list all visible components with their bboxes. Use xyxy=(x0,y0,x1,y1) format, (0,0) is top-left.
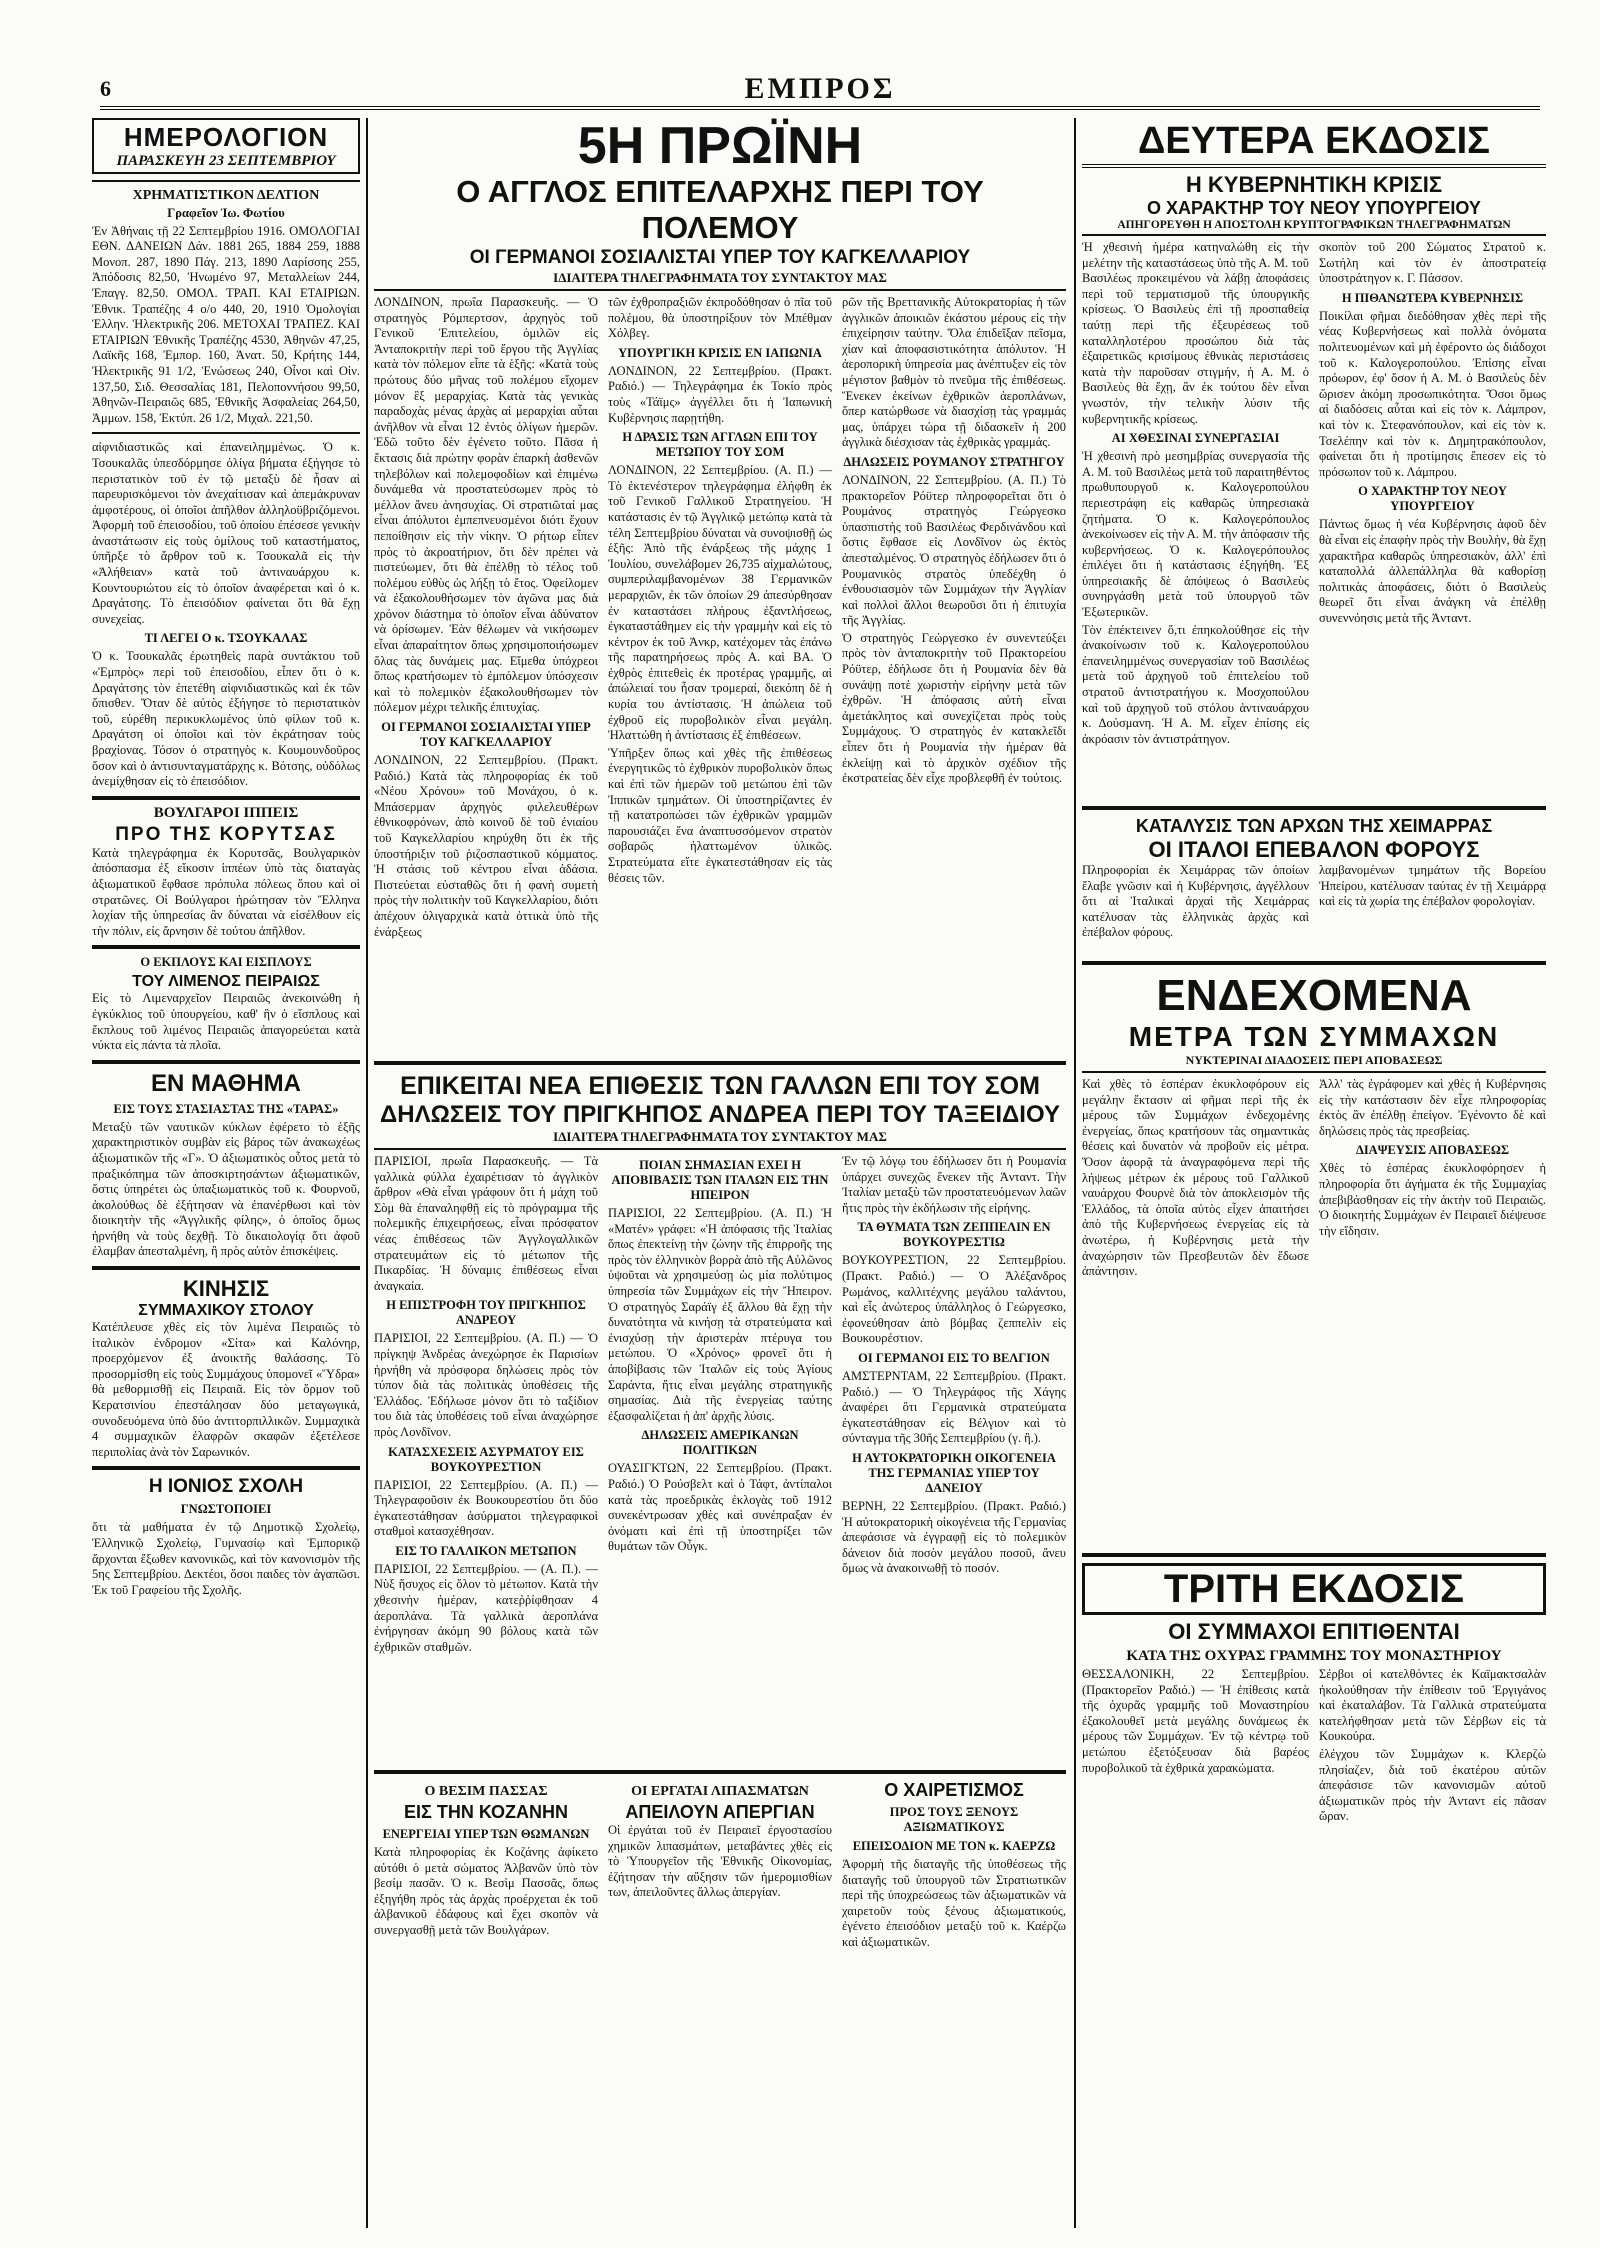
besim-story xyxy=(374,1780,598,2110)
bulgar-text: Κατὰ τηλεγράφημα ἐκ Κορυτσᾶς, Βουλγαρικὸν ἀπόσπασμα ἐξ εἴκοσιν ἱππέων ὑπὸ τὰς διαταγὰς ἀξιωματικοῦ ἔφθασε πρόπυλα πόλεως ὅπου καὶ οἱ στρατῶνες. Οἱ Βούλγαροι ἠρώτησαν τὸν Ἕλληνα λοχίαν τῆς ὑπηρεσίας ἂν δύναται νὰ εἰσέλθουν εἰς τὴν πόλιν, εἰς ἄρνησιν δὲ τούτου ἀπῆλθον. xyxy=(92,845,360,938)
divider xyxy=(92,1266,360,1270)
chimarra-col-2 xyxy=(1319,863,1546,955)
probable-head: Η ΠΙΘΑΝΩΤΕΡΑ ΚΥΒΕΡΝΗΣΙΣ xyxy=(1341,290,1524,305)
workers-text: Οἱ ἐργάται τοῦ ἐν Πειραιεῖ ἐργοστασίου χημικῶν λιπασμάτων, μεταβάντες χθὲς εἰς τὸ Ὑπουργεῖον τῆς Ἐθνικῆς Οἰκονομίας, ἐζήτησαν τὴν αὔξησιν τῶν ἡμερομισθίων των, ἀπειλοῦντες ἄλλως ἀπεργίαν. xyxy=(608,1823,832,1900)
belgium-head: ΟΙ ΓΕΡΜΑΝΟΙ ΕΙΣ ΤΟ ΒΕΛΓΙΟΝ xyxy=(858,1350,1050,1365)
main-subhead: ΟΙ ΓΕΡΜΑΝΟΙ ΣΟΣΙΑΛΙΣΤΑΙ ΥΠΕΡ ΤΟΥ ΚΑΓΚΕΛΛΑΡΙΟΥ xyxy=(469,247,971,268)
tsoukalas-head: ΤΙ ΛΕΓΕΙ Ο κ. ΤΣΟΥΚΑΛΑΣ xyxy=(144,631,308,646)
english-head: Η ΔΡΑΣΙΣ ΤΩΝ ΑΓΓΛΩΝ ΕΠΙ ΤΟΥ ΜΕΤΩΠΟΥ ΤΟΥ ΣΟΜ xyxy=(622,430,818,460)
chimarra-col-1 xyxy=(1082,863,1309,955)
fleet-text: Κατέπλευσε χθὲς εἰς τὸν λιμένα Πειραιῶς τὸ ἰταλικὸν ἐνδρομον «Σίτα» καὶ Καλόνηρ, προερχόμενον ἐξ ἀνοικτῆς θαλάσσης. Τὸ προσορμίσθη εἰς τοὺς Συμμάχους ὑπομονεῖ «Ὕδρα» θὰ μεθορμισθῇ εἰς Πειραιᾶ. Εἰς τὸν ὅρμον τοῦ Κερατσινίου ἐπεστάλησαν δύο μεταγωγικά, συνοδευόμενα ὑπὸ δύο ἀντιτορπιλλικῶν. Συμμαχικὰ 4 συμμαχικῶν ἐλαφρῶν σκαφῶν ἐξετέλεσε περιπολίας ἀνὰ τὸν Σαρωνικόν. xyxy=(92,1320,360,1459)
divider xyxy=(92,1466,360,1470)
fleet-sub: ΣΥΜΜΑΧΙΚΟΥ ΣΤΟΛΟΥ xyxy=(138,1302,314,1320)
zeppelin-text: ΒΟΥΚΟΥΡΕΣΤΙΟΝ, 22 Σεπτεμβρίου. (Πρακτ. Ραδιό.) — Ὁ Ἀλέξανδρος Ρωμάνος, καλλιτέχνης μεγάλου ταλάντου, καὶ εἷς ἀνώτερος ὑπάλληλος ὁ Γεώργεσκο, ἐφονεύθησαν ἀπὸ βόμβας ζεππελὶν εἰς Βουκουρέστιον. xyxy=(842,1253,1066,1346)
page-number: 6 xyxy=(100,76,111,101)
contingent-text-2: Ἀλλ' τὰς ἐγράφομεν καὶ χθὲς ἡ Κυβέρνησις εἰς τὴν κατάστασιν δὲν εἶχε πληροφορίας ἐκτὸς ἂν ἐπέλθῃ ἐπείγον. Ἐγένοντο δὲ καὶ δηλώσεις πρὸς τὰς πρεσβείας. xyxy=(1319,1077,1546,1138)
allies-text-3: ἐλέγχου τῶν Συμμάχων κ. Κλερζὼ πλησίαζεν, διὰ τοῦ ἑκατέρου αὐτῶν ἀπεφάσισε τῶν κανονισμῶν αὐτοῦ ἀξιωματικῶν πρὸς τὴν Ἀνταντ εἰς πᾶσαν ὥραν. xyxy=(1319,1746,1546,1824)
character-text: Πάντως ὅμως ἡ νέα Κυβέρνησις ἀφοῦ δὲν θὰ εἶναι εἰς ἐπαφὴν πρὸς τὴν Βουλὴν, θὰ ἔχῃ χαρακτῆρα καθαρῶς ὑπηρεσιακὸν, ἀλλ' ἐπὶ καταπολλά ἀλλεπάλληλα θὰ καθορίσῃ πολιτικὰς ἀποφάσεις, διότι ὁ Βασιλεὺς θεωρεῖ ὅτι εἶναι ἀνάγκη νὰ ἐπέλθῃ συνεννόησις μετὰ τῆς Ἀνταντ. xyxy=(1319,517,1546,625)
story2-col-1 xyxy=(374,1154,598,1764)
allies-col-2 xyxy=(1319,1667,1546,1857)
coop-text: Ἡ χθεσινὴ πρὸ μεσημβρίας συνεργασία τῆς Α. Μ. τοῦ Βασιλέως μετὰ τοῦ παραιτηθέντος πρωθυπουργοῦ κ. Καλογεροπούλου περιεστράφη εἰς καθαρῶς ὑπηρεσιακὰ ζητήματα. Ὁ κ. Καλογερόπουλος ἀνεκοίνωσεν εἰς τὴν Α. Μ. τὴν ἀπόφασιν τῆς κυβερνήσεως. Ὁ κ. Καλογερόπουλος ἐπιλέγει ὅτι ἡ κατάστασις ἐξηγήθη. Ἐξ ὑπηρεσιακῆς δὲ ἀπόψεως ὁ Βασιλεὺς συνηργάσθη μετὰ τοῦ ὑπουργοῦ τῶν Ἐξωτερικῶν. xyxy=(1082,449,1309,620)
character-head: Ο ΧΑΡΑΚΤΗΡ ΤΟΥ ΝΕΟΥ ΥΠΟΥΡΓΕΙΟΥ xyxy=(1358,484,1507,514)
japan-head: ΥΠΟΥΡΓΙΚΗ ΚΡΙΣΙΣ ΕΝ ΙΑΠΩΝΙΑ xyxy=(618,345,822,360)
bulgar-head: ΒΟΥΛΓΑΡΟΙ ΙΠΠΕΙΣ xyxy=(153,804,299,821)
american-text: ΟΥΑΣΙΓΚΤΩΝ, 22 Σεπτεμβρίου. (Πρακτ. Ραδιό.) Ὁ Ρούσβελτ καὶ ὁ Τάφτ, ἀντίπαλοι κατὰ τὰς προεδρικὰς ἐκλογὰς τοῦ 1912 συνεκέντρωσαν χθὲς καὶ συνέπραξαν ἐν ὀνόματι καὶ ἐπὶ τῇ ὑποστηρίξει τῶν θυμάτων τῶν Οὖγκ. xyxy=(608,1461,832,1554)
second-edition-section xyxy=(1082,118,1546,2228)
paris-text: ΠΑΡΙΣΙΟΙ, πρωΐα Παρασκευῆς. — Τὰ γαλλικὰ φύλλα ἐχαιρέτισαν τὸ ἀγγλικὸν ἄρθρον «Θὰ εἶναι γράφουν ὅτι ἡ μάχη τοῦ Σὸμ θὰ ἐπαναληφθῇ εἰς τὸ πρόγραμμα τῆς πολεμικῆς ἐπιχειρήσεως, εἶναι πρόσφατον νέας ἐπιθέσεως τῶν Ἀγγλογαλλικῶν στρατευμάτων εἰς τὸ μέτωπον τῆς Πικαρδίας. Ἡ δύναμις ἐπιθέσεως εἶναι ἀναγκαία. xyxy=(374,1154,598,1293)
contingent-head: ΕΝΔΕΧΟΜΕΝΑ xyxy=(1156,971,1472,1020)
romanian-text: ΛΟΝΔΙΝΟΝ, 22 Σεπτεμβρίου. (Α. Π.) Τὸ πρακτορεῖον Ρόϋτερ πληροφορεῖται ὅτι ὁ Ρουμάνος στρατηγὸς Γεώργεσκο ὑπασπιστὴς τοῦ Βασιλέως Φερδινάνδου καὶ ὅστις ἔφθασε εἰς Λονδῖνον ὡς ἐκτὸς ἀπεσταλμένος. Ὁ στρατηγὸς ἐδήλωσεν ὅτι ὁ Ρουμανικὸς στρατὸς ὑπεδέχθη ὁ ἐνθουσιασμὸν τῶν Συμμάχων τὴν Ἀγγλίαν καὶ πολλοὶ ἄλλοι θεωροῦσι ὅτι ἡ ἐπιτυχία τῆς Ἀγγλίας. xyxy=(842,472,1066,628)
tsoukalas-text: Ὁ κ. Τσουκαλᾶς ἐρωτηθεὶς παρὰ συντάκτου τοῦ «Ἐμπρὸς» περὶ τοῦ ἐπεισοδίου, εἶπεν ὅτι ὁ κ. Δραγάτσης τὸν ἐπετέθη αἰφνιδιαστικῶς καὶ ἐκ τῶν ὄπισθεν. Ὅταν δὲ αὐτὸς ἐξήγησε τὸ περιστατικὸν τοῦ, εὑρέθη περικυκλωμένος ὑπὸ φίλων τοῦ κ. Δραγάτση οἱ ὁποῖοι καὶ τὸν ἐκράτησαν τοὺς βραχίονας. Τόσον ὁ στρατηγὸς κ. Κουμουνδοῦρος ὅσον καὶ ὁ ἀντισυνταγματάρχης κ. Βότσης, οὐδόλως ἀνεμίχθησαν εἰς τὸ ἐπεισόδιον. xyxy=(92,649,360,789)
probable-text: Ποικίλαι φῆμαι διεδόθησαν χθὲς περὶ τῆς νέας Κυβερνήσεως καὶ πολλὰ ὀνόματα πολιτευομένων καὶ μὴ ἐφέροντο ὡς διάδοχοι τοῦ κ. Καλογεροπούλου. Ἐπίσης εἶναι πρόωρον, ἐφ' ὅσον ἡ Α. Μ. ὁ Βασιλεὺς δὲν ὥρισεν ἀκόμη προσωπικότητα. Ὅσοι ὅμως αἱ διαδόσεις αὗται καὶ εἰς τὸν κ. Λάμπρον, καὶ τὸν κ. Στεφανόπουλον, καὶ εἰς τὸν κ. Τσελέπην καὶ τὸν κ. Δημητρακόπουλον, φαίνεται ὅτι ἡ προτίμησις ἔπεσεν εἰς τὸ πρόσωπον τοῦ κ. Λάμπρου. xyxy=(1319,308,1546,479)
coop-head: ΑΙ ΧΘΕΣΙΝΑΙ ΣΥΝΕΡΓΑΣΙΑΙ xyxy=(1111,431,1280,446)
divider xyxy=(92,180,360,182)
english-text: ΛΟΝΔΙΝΟΝ, 22 Σεπτεμβρίου. (Α. Π.) — Τὸ ἐκτενέστερον τηλεγράφημα ἐλήφθη ἐκ τοῦ Γενικοῦ Γαλλικοῦ Στρατηγείου. Ἡ κατάστασις ἐν τῷ Ἀγγλικῷ μετώπῳ κατὰ τὰ τέλη Σεπτεμβρίου δύναται νὰ συνοψισθῇ ὡς ἑξῆς: Ἀπὸ τῆς ἐνάρξεως τῆς μάχης 1 Ἰουλίου, συνελάβομεν 26,735 αἰχμαλώτους, συμπεριλαμβανομένων 38 Γερμανικῶν μεραρχιῶν, ἐκ τῶν ὁποίων 29 ἀπεσύρθησαν ἐν καταστάσει πλήρους ἐξαντλήσεως, ἐγκαταστάθημεν εἰς τὴν γραμμὴν καὶ εἰς τὸ κέντρον ἐκ τοῦ Ἀνκρ, κατέχομεν τὰς ἐπάνω τῆς παρατηρήσεως πρὸς Α. καὶ ΒΑ. Ὁ ἐχθρὸς ἐπιτεθεὶς ἐκ προτέρας γραμμῆς, αἱ ἀπώλειαί του ἦσαν τρομεραί, διεκόπη δὲ ἡ κυρία του ἀντίστασις. Ἡ ἀπώλεια τοῦ ἐχθροῦ εἰς πυροβολικὸν εἶναι μεγάλη. Ἠλαττώθη ἡ ἀντίστασις ἐξ ἐπιθέσεων. xyxy=(608,463,832,743)
harbor-text: Εἰς τὸ Λιμεναρχεῖον Πειραιῶς ἀνεκοινώθη ἡ ἐγκύκλιος τοῦ ὑπουργείου, καθ' ἣν ὁ εἴσπλους καὶ ἔκπλους τοῦ λιμένος Πειραιῶς ἀπαγορεύεται κατὰ νύκτα εἰς πάντα τὰ πλοῖα. xyxy=(92,991,360,1053)
chimarra-sub: ΟΙ ΙΤΑΛΟΙ ΕΠΕΒΑΛΟΝ ΦΟΡΟΥΣ xyxy=(1148,837,1480,862)
austria-text: ΒΕΡΝΗ, 22 Σεπτεμβρίου. (Πρακτ. Ραδιό.) Ἡ αὐτοκρατορικὴ οἰκογένεια τῆς Γερμανίας ἀπεφάσισε νὰ ἐγγραφῇ εἰς τὸ πολεμικὸν δάνειον διὰ ποσὸν μεγάλου ποσοῦ, ἄνευ ὅμως νὰ ἀνακοινωθῇ τὸ ποσόν. xyxy=(842,1498,1066,1576)
japan-text: ΛΟΝΔΙΝΟΝ, 22 Σεπτεμβρίου. (Πρακτ. Ραδιό.) — Τηλεγράφημα ἐκ Τοκίο πρὸς τοὺς «Τάϊμς» ἀγγέλλει ὅτι ἡ Ἰαπωνικὴ Κυβέρνησις παρῃτήθη. xyxy=(608,363,832,425)
divider xyxy=(1082,961,1546,965)
allies-text: ΘΕΣΣΑΛΟΝΙΚΗ, 22 Σεπτεμβρίου. (Πρακτορεῖον Ραδιό.) — Ἡ ἐπίθεσις κατὰ τῆς ὀχυρᾶς γραμμῆς τοῦ Μοναστηρίου ἐξακολουθεῖ μετὰ μεγάλης δυνάμεως ἐκ μέρους τῶν Συμμάχων. Ἐν τῷ κέντρῳ τοῦ μετώπου ἐξετόξευσαν διὰ βαρέος πυροβολικοῦ τὰ ἐχθρικὰ χαρακώματα. xyxy=(1082,1667,1309,1775)
bottom-columns xyxy=(374,1780,1066,2110)
allies-col-1 xyxy=(1082,1667,1309,1857)
divider xyxy=(374,1770,1066,1774)
story-text: Ὁ στρατηγὸς Γεώργεσκο ἐν συνεντεύξει πρὸς τὸν ἀνταποκριτὴν τοῦ Πρακτορείου Ρόϋτερ, ἐδήλωσε ὅτι ἡ Ρουμανία δὲν θὰ συνάψῃ ποτὲ χωριστὴν εἰρήνην μετὰ τῶν ἐχθρῶν. Ἡ ἀπόφασις αὐτὴ εἶναι ἀμετάκλητος καὶ συνεχίζεται πρὸς τοὺς Συμμάχους. Ὁ στρατηγὸς ἐν κατακλεῖδι εἶπεν ὅτι ἡ Ρουμανία τὴν ἡμέραν θὰ ἐκλείψῃ καὶ τὸ ἀρχικὸν σχέδιον τῆς ἐκστρατείας δὲν εἶχε προβλεφθῆ ἐν τούτοις. xyxy=(842,630,1066,786)
american-head: ΔΗΛΩΣΕΙΣ ΑΜΕΡΙΚΑΝΩΝ ΠΟΛΙΤΙΚΩΝ xyxy=(641,1428,799,1458)
story-text: τῶν ἐχθροπραξιῶν ἐκπροδόθησαν ὁ πῖα τοῦ πολέμου, θὰ ὑποστηρίξουν τὸν Μπέθμαν Χόλβεγ. xyxy=(608,295,832,341)
italians-head: ΠΟΙΑΝ ΣΗΜΑΣΙΑΝ ΕΧΕΙ Η ΑΠΟΒΙΒΑΣΙΣ ΤΩΝ ΙΤΑΛΩΝ ΕΙΣ ΤΗΝ ΗΠΕΙΡΟΝ xyxy=(611,1158,829,1202)
divider xyxy=(92,1060,360,1064)
belgium-text: ΑΜΣΤΕΡΝΤΑΜ, 22 Σεπτεμβρίου. (Πρακτ. Ραδιό.) — Ὁ Τηλεγράφος τῆς Χάγης ἀναφέρει ὅτι Γερμανικὰ στρατεύματα ἐγκατεστάθησαν εἰς Βέλγιον καὶ τὸ σύνταγμα τῆς 30ῆς Σεπτεμβρίου (γ. ἢ.). xyxy=(842,1368,1066,1446)
story-columns xyxy=(374,295,1066,1055)
chimarra-head: ΚΑΤΑΛΥΣΙΣ ΤΩΝ ΑΡΧΩΝ ΤΗΣ ΧΕΙΜΑΡΡΑΣ xyxy=(1135,816,1493,836)
greeting-sub: ΠΡΟΣ ΤΟΥΣ ΞΕΝΟΥΣ ΑΞΙΩΜΑΤΙΚΟΥΣ xyxy=(889,1805,1019,1834)
crisis-text-2: Τὸν ἐπέκτεινεν ὅ,τι ἐπηκολούθησε εἰς τὴν ἀνακοίνωσιν τοῦ κ. Καλογεροπούλου ἐπανειλημμένως συνεργασίαν τοῦ Βασιλέως μετὰ τοῦ ἀρχηγοῦ τοῦ ἐπιτελείου τοῦ στρατοῦ ἀντιστρατήγου κ. Μοσχοπούλου καὶ τοῦ ἀρχηγοῦ τοῦ στόλου ἀντιναυάρχου κ. Δούσμανη. Ἡ Α. Μ. εἶχεν ἐπίσης εἰς ἀκρόασιν τὸν ἀντιστράτηγον. xyxy=(1082,622,1309,746)
allies-head: ΟΙ ΣΥΜΜΑΧΟΙ ΕΠΙΤΙΘΕΝΤΑΙ xyxy=(1168,1619,1460,1644)
workers-story xyxy=(608,1780,832,2110)
greeting-sub2: ΕΠΕΙΣΟΔΙΟΝ ΜΕ ΤΟΝ κ. ΚΑΕΡΖΩ xyxy=(852,1839,1056,1853)
crisis-sub: Ο ΧΑΡΑΚΤΗΡ ΤΟΥ ΝΕΟΥ ΥΠΟΥΡΓΕΙΟΥ xyxy=(1147,198,1481,218)
headline-3: ΔΗΛΩΣΕΙΣ ΤΟΥ ΠΡΙΓΚΗΠΟΣ ΑΝΔΡΕΑ ΠΕΡΙ ΤΟΥ ΤΑΞΕΙΔΙΟΥ xyxy=(380,1101,1060,1128)
andreas-text: ΠΑΡΙΣΙΟΙ, 22 Σεπτεμβρίου. (Α. Π.) — Ὁ πρίγκηψ Ἀνδρέας ἀνεχώρησε ἐκ Παρισίων ἡρνήθη νὰ πρόσφορα δηλώσεις πρὸς τὸν τύπον διὰ τὰς πολιτικὰς ὑποθέσεις τῆς Ἑλλάδος. Ἐδήλωσε μόνον ὅτι τὸ ταξίδιον του διὰ τὰς ὑποθέσεις τοῦ εἶναι ἀναχώρησε πρὸς Λονδῖνον. xyxy=(374,1331,598,1439)
story-col-3 xyxy=(842,295,1066,1055)
workers-sub: ΑΠΕΙΛΟΥΝ ΑΠΕΡΓΙΑΝ xyxy=(625,1802,815,1822)
zeppelin-head: ΤΑ ΘΥΜΑΤΑ ΤΩΝ ΖΕΠΠΕΛΙΝ ΕΝ ΒΟΥΚΟΥΡΕΣΤΙΩ xyxy=(857,1220,1051,1250)
gallic-text: ΠΑΡΙΣΙΟΙ, 22 Σεπτεμβρίου. — (Α. Π.). — Νὺξ ἥσυχος εἰς ὅλον τὸ μέτωπον. Κατὰ τὴν χθεσινὴν ἡμέραν, κατεῤῥίφθησαν 4 ἀεροπλάνα. Τὰ γαλλικὰ ἀεροπλάνα ἐνήργησαν ἀκόμη 90 βόλους κατὰ τῶν ἐχθρικῶν σταθμῶν. xyxy=(374,1561,598,1654)
harbor-head: Ο ΕΚΠΛΟΥΣ ΚΑΙ ΕΙΣΠΛΟΥΣ xyxy=(140,955,312,970)
main-headline: Ο ΑΓΓΛΟΣ ΕΠΙΤΕΛΑΡΧΗΣ ΠΕΡΙ ΤΟΥ ΠΟΛΕΜΟΥ xyxy=(456,174,984,245)
story-text: ΛΟΝΔΙΝΟΝ, πρωΐα Παρασκευῆς. — Ὁ στρατηγὸς Ρόμπερτσον, ἀρχηγὸς τοῦ Γενικοῦ Ἐπιτελείου, ὁμιλῶν εἰς Ἀνταποκριτὴν περὶ τοῦ ἔργου τῆς Ἀγγλίας κατὰ τὸν πόλεμον εἶπε τὰ ἑξῆς: «Κατὰ τοὺς πρώτους δύο μῆνας τοῦ πολέμου εἴχομεν μόνον ἓξ μεραρχίας. Κατὰ τὰς γενικὰς παραδοχὰς μένας ἀρχὰς αἱ μεραρχίαι αὗται ἀνῆλθον νὰ εἶναι 12 ἐντὸς ὀλίγων ἡμερῶν. Ἐδῶ τοῦτο δὲν ἐγένετο τοῦτο. Πᾶσα ἡ ἔκτασις διὰ πρώτην φορὰν ἐπαρκὴ ἀσθενῶν τηλεβόλων καὶ πολεμοφοδίων καὶ ἐπιμένω δυνάμεθα νὰ προστατεύσωμεν πρὸς τὸ μέλλον ἄνευ ἀνησυχίας. Οἱ στρατιῶταί μας εἶναι ἀπόλυτοι ἐμπεπνευσμένοι διότι ἔχουν πεποίθησιν εἰς τὴν νίκην. Ὁ ρήτωρ εἶπεν πρὸς τὸ ἀκροατήριον, ὅτι δὲν πρέπει νὰ πιστεύωμεν, ὅτι θὰ ἐπέλθῃ τὸ τέλος τοῦ πολέμου εὐθὺς ὡς λήξῃ τὸ ἔτος. Ὀφείλομεν νὰ ἐξακολουθήσωμεν τὸν ἀγῶνα μας διὰ χρόνον διάστημα τὸ ὁποῖον εἶναι ἀδύνατον νὰ ὁρίσωμεν. Ἐὰν θέλωμεν νὰ νικήσωμεν εἶναι ἀπαραίτητον ὅπως χρησιμοποιήσωμεν ὅλας τὰς δυνάμεις μας. Εἴμεθα ὑπόχρεοι ὅπως κρατήσωμεν τὸ ἐμπόλεμον ὑπόσχεσιν καὶ τὸ πολεμικὸν ἐξακολουθήσωμεν τὸν πόλεμον μέχρι τελικῆς ἐπιτυχίας. xyxy=(374,295,598,715)
fleet-head: ΚΙΝΗΣΙΣ xyxy=(182,1276,270,1302)
divider xyxy=(374,1061,1066,1065)
allies-text-2: Σέρβοι οἱ κατελθόντες ἐκ Καϊμακτσαλὰν ἠκολούθησαν τὴν ἐπίθεσιν τοῦ Ἐργιγάνος καὶ ἐκαταλάβον. Τὰ Γαλλικὰ στρατεύματα κατελήφθησαν μετὰ τῶν Σέρβων εἰς τὰ Κουκούρα. xyxy=(1319,1667,1546,1744)
wireless-head: ΚΑΤΑΣΧΕΣΕΙΣ ΑΣΥΡΜΑΤΟΥ ΕΙΣ ΒΟΥΚΟΥΡΕΣΤΙΟΝ xyxy=(388,1444,584,1474)
edition-label: 5Η ΠΡΩΪΝΗ xyxy=(577,118,863,175)
exchange-sub: Γραφεῖον Ἰω. Φωτίου xyxy=(167,206,285,220)
kicker-2: ΙΔΙΑΙΤΕΡΑ ΤΗΛΕΓΡΑΦΗΜΑΤΑ ΤΟΥ ΣΥΝΤΑΚΤΟΥ ΜΑΣ xyxy=(374,1129,1066,1150)
headline-2: ΕΠΙΚΕΙΤΑΙ ΝΕΑ ΕΠΙΘΕΣΙΣ ΤΩΝ ΓΑΛΛΩΝ ΕΠΙ ΤΟΥ ΣΟΜ xyxy=(400,1072,1040,1100)
divider xyxy=(92,432,360,434)
besim-sub: ΕΙΣ ΤΗΝ ΚΟΖΑΝΗΝ xyxy=(404,1802,568,1822)
third-edition-label: ΤΡΙΤΗ ΕΚΔΟΣΙΣ xyxy=(1082,1563,1546,1615)
story2-col-2 xyxy=(608,1154,832,1764)
divider xyxy=(1082,806,1546,810)
masthead xyxy=(100,70,1540,110)
workers-head: ΟΙ ΕΡΓΑΤΑΙ ΛΙΠΑΣΜΑΤΩΝ xyxy=(631,1784,809,1799)
bulgar-sub: ΠΡΟ ΤΗΣ ΚΟΡΥΤΣΑΣ xyxy=(115,823,337,845)
paper-name: ΕΜΠΡΟΣ xyxy=(744,72,896,105)
wireless-text: ΠΑΡΙΣΙΟΙ, 22 Σεπτεμβρίου. (Α. Π.) — Τηλεγραφοῦσιν ἐκ Βουκουρεστίου ὅτι δύο ἐγκατεστάθησαν ἀσύρματοι τηλεγραφικοὶ σταθμοὶ κατασχέθησαν. xyxy=(374,1477,598,1539)
crisis-text-3: σκοπὸν τοῦ 200 Σώματος Στρατοῦ κ. Σωτήλη καὶ τὸν ἐν ἀποστρατείᾳ ὑποστράτηγον κ. Γ. Πάσσον. xyxy=(1319,240,1546,286)
allies-columns xyxy=(1082,1667,1546,1857)
story-col-1 xyxy=(374,295,598,1055)
divider xyxy=(92,945,360,949)
denial-head: ΔΙΑΨΕΥΣΙΣ ΑΠΟΒΑΣΕΩΣ xyxy=(1355,1143,1509,1158)
chimarra-columns xyxy=(1082,863,1546,955)
center-section xyxy=(374,118,1066,2228)
ionios-text: ὅτι τὰ μαθήματα ἐν τῷ Δημοτικῷ Σχολείῳ, Ἑλληνικῷ Σχολείῳ, Γυμνασίῳ καὶ Ἐμπορικῷ ἄρχονται ἔξωθεν κανονικῶς, καὶ τὸν κανονισμὸν τῆς 5ης Σεπτεμβρίου. Δεκτέοι, ὅσοι παιδες τὸν ἀγαπῶσι. Ἐκ τοῦ Γραφείου τῆς Σχολῆς. xyxy=(92,1520,360,1597)
calendar-title: ΗΜΕΡΟΛΟΓΙΟΝ xyxy=(123,122,329,152)
column-rule xyxy=(1074,118,1076,2228)
crisis-head: Η ΚΥΒΕΡΝΗΤΙΚΗ ΚΡΙΣΙΣ xyxy=(1185,172,1443,197)
story-text: Ὑπῆρξεν ὅπως καὶ χθὲς τῆς ἐπιθέσεως ἐνεργητικῶς τὸ ἐχθρικὸν πυροβολικὸν ὅπως καὶ ἐπὶ τῶν ἡμερῶν τοῦ μετώπου ἐπὶ τῶν Ἰππικῶν τμημάτων. Οἱ ὑποστηρίζαντες ἐν τῇ κατατροπώσει τῶν ἐχθρικῶν γραμμῶν παρουσιάζει ἕνα ἀναπτυσσόμενον στρατὸν σοβαρῶς ἠλαττωμένον ὑλικῶς. Στρατεύματα εἴτε ἐγκατεστάθησαν εἰς τὰς θέσεις τῶν. xyxy=(608,745,832,885)
besim-sub2: ΕΝΕΡΓΕΙΑΙ ΥΠΕΡ ΤΩΝ ΘΩΜΑΝΩΝ xyxy=(382,1827,590,1841)
crisis-columns xyxy=(1082,240,1546,800)
exchange-title: ΧΡΗΜΑΤΙΣΤΙΚΟΝ ΔΕΛΤΙΟΝ xyxy=(132,188,320,203)
column-rule xyxy=(366,118,368,2228)
story2-col-3 xyxy=(842,1154,1066,1764)
greeting-head: Ο ΧΑΙΡΕΤΙΣΜΟΣ xyxy=(884,1780,1024,1800)
besim-head: Ο ΒΕΣΙΜ ΠΑΣΣΑΣ xyxy=(424,1784,548,1799)
austria-head: Η ΑΥΤΟΚΡΑΤΟΡΙΚΗ ΟΙΚΟΓΕΝΕΙΑ ΤΗΣ ΓΕΡΜΑΝΙΑΣ ΥΠΕΡ ΤΟΥ ΔΑΝΕΙΟΥ xyxy=(852,1450,1056,1495)
greeting-text: Ἀφορμὴ τῆς διαταγῆς τῆς ὑποθέσεως τῆς διαταγῆς τοῦ ὑπουργοῦ τῶν Στρατιωτικῶν περὶ τῆς ὑποχρεώσεως τῶν ἀξιωματικῶν νὰ χαιρετοῦν τοὺς ξένους ἀξιωματικούς, ἐγένετο ἐπεισόδιον μεταξὺ τοῦ κ. Καέρζω καὶ ἀξιωματικῶν. xyxy=(842,1857,1066,1949)
ionios-sub: ΓΝΩΣΤΟΠΟΙΕΙ xyxy=(180,1502,272,1517)
denial-text: Χθὲς τὸ ἑσπέρας ἐκυκλοφόρησεν ἡ πληροφορία ὅτι ἀγήματα ἐκ τῆς Συμμαχίας ἀπεβιβάσθησαν εἰς τὴν ἀκτὴν τοῦ Πειραιῶς. Ὁ διοικητὴς Συμμάχων ἐν Πειραιεῖ διέψευσε τὴν εἴδησιν. xyxy=(1319,1161,1546,1238)
calendar-date: ΠΑΡΑΣΚΕΥΗ 23 ΣΕΠΤΕΜΒΡΙΟΥ xyxy=(116,153,336,169)
mathema-head: ΕΝ ΜΑΘΗΜΑ xyxy=(150,1069,301,1097)
contingent-text: Καὶ χθὲς τὸ ἑσπέραν ἐκυκλοφόρουν εἰς μεγάλην ἔκτασιν αἱ φῆμαι περὶ τῆς ἐκ μέρους τῶν Συμμάχων ἐνδεχομένης ἐνεργείας, ὅπως κρατήσουν τὰς σημαντικὰς θέσεις καὶ δυνατὸν νὰ προβοῦν εἰς μέτρα. Ὅσον ἀφορᾷ τὰ ἀναγραφόμενα περὶ τῆς λήψεως μέτρων ἐκ μέρους τοῦ Γαλλικοῦ ναυάρχου Φουρνὲ διὰ τὸν ἀποκλεισμὸν τῆς Ἑλλάδος, τὰ ὁποῖα αὐτὸς εἶχεν ἀπαιτήσει ἀπὸ τῆς Κυβερνήσεως ἐνεργείας εἰς τὰ ἀνωτέρω, ἡ Κυβέρνησις μετὰ τὴν ἀναχώρησιν τῶν Πρεσβευτῶν δὲν ἔδωσε ἀπάντησιν. xyxy=(1082,1077,1309,1279)
calendar-box xyxy=(92,118,360,174)
mathema-sub: ΕΙΣ ΤΟΥΣ ΣΤΑΣΙΑΣΤΑΣ ΤΗΣ «ΤΑΡΑΣ» xyxy=(113,1101,339,1116)
harbor-sub: ΤΟΥ ΛΙΜΕΝΟΣ ΠΕΙΡΑΙΩΣ xyxy=(132,973,320,991)
greeting-story xyxy=(842,1780,1066,2110)
kicker: ΙΔΙΑΙΤΕΡΑ ΤΗΛΕΓΡΑΦΗΜΑΤΑ ΤΟΥ ΣΥΝΤΑΚΤΟΥ ΜΑΣ xyxy=(374,270,1066,291)
romanian-head: ΔΗΛΩΣΕΙΣ ΡΟΥΜΑΝΟΥ ΣΤΡΑΤΗΓΟΥ xyxy=(843,454,1065,469)
besim-text: Κατὰ πληροφορίας ἐκ Κοζάνης ἀφίκετο αὐτόθι ὁ μετὰ σώματος Ἀλβανῶν ὑπὸ τὸν βεσίμ πασᾶν. Ὁ κ. Βεσὶμ Πασσᾶς, ὅπως ἐξηγήθη πρὸς τὰς ἀρχὰς προέρχεται ἐκ τοῦ ἀλβανικοῦ ἐδάφους καὶ ἔχει σκοπὸν νὰ συνεργασθῇ μετὰ τῶν Βουλγάρων. xyxy=(374,1845,598,1937)
chimarra-text-2: λαμβανομένων τμημάτων τῆς Βορείου Ἠπείρου, κατέλυσαν ταύτας ἐν τῇ Χειμάρρᾳ καὶ εἰς τὰ χωρία της ἐπέβαλον φορολογίαν. xyxy=(1319,863,1546,909)
contingent-columns xyxy=(1082,1077,1546,1547)
contingent-col-1 xyxy=(1082,1077,1309,1547)
crisis-text: Ἡ χθεσινὴ ἡμέρα κατηναλώθη εἰς τὴν μελέτην τῆς καταστάσεως ὑπὸ τῆς Α. Μ. τοῦ Βασιλέως προκειμένου νὰ λάβῃ ἀποφάσεις περὶ τοῦ τερματισμοῦ τῆς ὑπουργικῆς κρίσεως. Ὁ Βασιλεὺς ἐπὶ τῇ προσπαθείᾳ ταύτῃ περὶ τῆς ἐξευρέσεως τοῦ καταλληλοτέρου προσώπου διὰ τὰς ἐξαιρετικῶς κρισίμους ἐθνικὰς περιστάσεις κατὰ τὴν παροῦσαν στιγμήν, ἡ Α. Μ. ὁ Βασιλεὺς θὰ ἔχῃ, ἂν ἐκ τούτου δὲν εἶναι γνωστόν, τὴν τελικὴν λύσιν τῆς κυβερνητικῆς κρίσεως. xyxy=(1082,240,1309,426)
calendar-column xyxy=(92,118,360,2228)
allies-sub: ΚΑΤΑ ΤΗΣ ΟΧΥΡΑΣ ΓΡΑΜΜΗΣ ΤΟΥ ΜΟΝΑΣΤΗΡΙΟΥ xyxy=(1126,1648,1502,1664)
socialists-head: ΟΙ ΓΕΡΜΑΝΟΙ ΣΟΣΙΑΛΙΣΤΑΙ ΥΠΕΡ ΤΟΥ ΚΑΓΚΕΛΛΑΡΙΟΥ xyxy=(381,720,591,750)
socialists-text: ΛΟΝΔΙΝΟΝ, 22 Σεπτεμβρίου. (Πρακτ. Ραδιό.) Κατὰ τὰς πληροφορίας ἐκ τοῦ «Νέου Χρόνου» τοῦ Μονάχου, ὁ κ. Μπάσερμαν ἀρχηγὸς φιλελευθέρων ἐθνικοφρόνων, ἀπὸ κοινοῦ δὲ τοῦ ἐνιαίου τοῦ Καγκελλαρίου κηρύχθη ὅτι ἐκ τῆς ὑποστήριξιν τοῦ ῥιζοσπαστικοῦ κόμματος. Ἡ στάσις τοῦ κέντρου εἶναι ἀδάσια. Πιστεύεται εὐσταθῶς ὅτι ἡ φανὴ συμετὴ πρὸς τὴν πολιτικὴν τοῦ Καγκελλαρίου, διότι ἀπέχουν ὀλιγαρχικὰ κατὰ ὀττικὰ ὑπὸ τῆς ἐνάρξεως xyxy=(374,753,598,939)
story-col-2 xyxy=(608,295,832,1055)
andreas-head: Η ΕΠΙΣΤΡΟΦΗ ΤΟΥ ΠΡΙΓΚΗΠΟΣ ΑΝΔΡΕΟΥ xyxy=(386,1298,586,1328)
crisis-col-1 xyxy=(1082,240,1309,800)
second-edition-label: ΔΕΥΤΕΡΑ ΕΚΔΟΣΙΣ xyxy=(1082,118,1546,168)
story-columns-2 xyxy=(374,1154,1066,1764)
crisis-kicker: ΑΠΗΓΟΡΕΥΘΗ Η ΑΠΟΣΤΟΛΗ ΚΡΥΠΤΟΓΡΑΦΙΚΩΝ ΤΗΛΕΓΡΑΦΗΜΑΤΩΝ xyxy=(1082,219,1546,236)
chimarra-text: Πληροφορίαι ἐκ Χειμάρρας τῶν ὁποίων ἔλαβε γνῶσιν καὶ ἡ Κυβέρνησις, ἀγγέλλουν ὅτι αἱ Ἰταλικαὶ ἀρχαὶ τῆς Χειμάρρας κατέλυσαν τὰς ἑλληνικὰς ἀρχὰς καὶ ἐπέβαλον φόρους. xyxy=(1082,863,1309,940)
exchange-text: Ἐν Ἀθήναις τῇ 22 Σεπτεμβρίου 1916. ΟΜΟΛΟΓΙΑΙ ΕΘΝ. ΔΑΝΕΙΩΝ Δάν. 1881 265, 1884 259, 1888 Μονοπ. 287, 1890 Πάγ. 213, 1890 Λαρίσσης 255, Ἀπόδοσις 82,50, Ἠνωμένο 97, Μεταλλείων 244, Ἐπαγγ. 82,50. ΟΜΟΛ. ΤΡΑΠ. ΚΑΙ ΕΤΑΙΡΙΩΝ. Ἐθνικ. Τραπέζης 4 ο/ο 440, 20, 1910 Ὁμολογίαι Ἑλλην. Ἠλεκτρικῆς 206. ΜΕΤΟΧΑΙ ΤΡΑΠΕΖ. ΚΑΙ ΕΤΑΙΡΙΩΝ Ἐθνικῆς Τραπέζης 4530, Ἀθηνῶν 47,25, Λαϊκῆς 168, Ἐμπορ. 160, Ἀνατ. 50, Κρήτης 144, Ἠλεκτρικῆς 91 1/2, Ἑνώσεως 240, Οἶνοι καὶ Οἰν. 137,50, Σιδ. Θεσσαλίας 181, Πελοποννήσου 99,50, Ἀθηνῶν-Πειραιῶς 685, Ἐθνικῆς Ἀσφαλείας 264,50, Ἀμμων. 158, Ἐκτύπ. 26 1/2, Μιχαλ. 221,50. xyxy=(92,223,360,425)
crisis-col-2 xyxy=(1319,240,1546,800)
contingent-kicker: ΝΥΚΤΕΡΙΝΑΙ ΔΙΑΔΟΣΕΙΣ ΠΕΡΙ ΑΠΟΒΑΣΕΩΣ xyxy=(1082,1053,1546,1073)
zeppelin-intro: Ἐν τῷ λόγῳ του ἐδήλωσεν ὅτι ἡ Ρουμανία ὑπάρχει συνεχῶς ἕνεκεν τῆς Ἀνταντ. Τὴν Ἰταλίαν μεταξὺ τῶν προστατευόμενων λαῶν ἥτις πρὸς τὴν ἐκδήλωσιν τῆς εἰρήνης. xyxy=(842,1154,1066,1215)
gallic-head: ΕΙΣ ΤΟ ΓΑΛΛΙΚΟΝ ΜΕΤΩΠΟΝ xyxy=(395,1543,577,1558)
contingent-col-2 xyxy=(1319,1077,1546,1547)
intro-text: αἰφνιδιαστικῶς καὶ ἐπανειλημμένως. Ὁ κ. Τσουκαλᾶς ὑπεσδόρμησε ὀλίγα βήματα ἐξήγησε τὸ περιστατικὸν τοῦ ἐν τῷ μεταξὺ δὲ ἦσαν αἱ παρευρισκόμενοι τὸν ἀνεχαίτισαν καὶ ἀπεμάκρυναν ἀμφοτέρους, οἱ ὁποῖοι ἀπῆλθον ἀλληλοϋβριζόμενοι. Ἀφορμὴ τοῦ ἐπεισοδίου, τοῦ ὁποίου ἐπέσεσε γενικὴν ἀναστάτωσιν εἰς τοὺς ὁμίλους τοῦ καταστήματος, ὑπῆρξε τὸ ἄρθρον τοῦ κ. Τσουκαλᾶ εἰς τὴν «Ἀλήθειαν» κατὰ τοῦ ἀντιναυάρχου κ. Κουντουριώτου εἰς τὸ ὁποῖον ἀναφέρεται καὶ ὁ κ. Δραγάτσης. Τὸ ἐπεισόδιον φαίνεται ὅτι θὰ ἔχῃ συνεχείας. xyxy=(92,440,360,626)
mathema-text: Μεταξὺ τῶν ναυτικῶν κύκλων ἐφέρετο τὸ ἑξῆς χαρακτηριστικὸν συμβὰν εἰς βάρος τῶν ἀνακωχέως ἀξιωματικῶν τῆς «Γ». Ὁ ἀξιωματικὸς οὗτος μετὰ τὸ πραξικόπημα τῶν ἀποσκιρτησάντων ἀξιωματικῶν, ὅστις ὑπηρέτει ὡς ὑπαξιωματικὸς τοῦ κ. Φουρνοῦ, ἀκολούθως δὲ ἐξήτησαν νὰ ἐπανέρθωσι καὶ τὸν διοικητὴν τῆς «Ἀγγλικῆς φίλης», ὁ ὁποῖος ὅμως ἠρνήθη νὰ τοὺς δεχθῇ. Τὸ δικαιολογίᾳ ὅτι ἀφοῦ ἐλαμβαν ἀπεσταλμένη, ἢ πρὸς αὐτὸν ἐπισκέψεις. xyxy=(92,1119,360,1259)
divider xyxy=(1082,1553,1546,1557)
story-text: ρῶν τῆς Βρεττανικῆς Αὐτοκρατορίας ἡ τῶν ἀγγλικῶν ἀποικιῶν ἐκάστου μέρους εἰς τὴν ἐπιχείρησιν ταύτην. Ὅλα ἐπιδεῖξαν πεῖσμα, χίαν καὶ ἀποφασιστικότητα ἀπόλυτον. Ἡ ἀεροπορικὴ ὑπηρεσία μας ἀνέπτυξεν εἰς τὸν μέγιστον βαθμὸν τὸ πνεῦμα τῆς ἐπιθέσεως. Ἕνεκεν ἐκείνων ἐχθρικῶν ἀεροπλάνων, ὅπερ κατώρθωσε νὰ διασχίσῃ τὰς γραμμάς μας, ὑπάρχει τώρα τῇ διδασκεῖν ἡ 200 ἀγγλικὰ διέσχισαν τὰς ἐχθρικὰς γραμμάς. xyxy=(842,295,1066,450)
divider xyxy=(92,796,360,800)
ionios-head: Η ΙΟΝΙΟΣ ΣΧΟΛΗ xyxy=(148,1476,304,1498)
contingent-sub: ΜΕΤΡΑ ΤΩΝ ΣΥΜΜΑΧΩΝ xyxy=(1128,1021,1500,1052)
italians-text: ΠΑΡΙΣΙΟΙ, 22 Σεπτεμβρίου. (Α. Π.) Ἡ «Ματέν» γράφει: «Ἡ ἀπόφασις τῆς Ἰταλίας ὅπως ἐπεκτείνῃ τὴν ζώνην τῆς ἐπιρροῆς της πρὸς τὸν ἐλληνικὸν βορρὰ ἀπὸ τῆς Αὐλῶνος ὑψοῦται νὰ χρησιμεύσῃ ὡς μία πολύτιμος ὑπηρεσία τῶν Συμμάχων εἰς τὴν Ἤπειρον. Ὁ στρατηγὸς Σαράϊγ ἐξ ἄλλου θὰ ἔχῃ τὴν δυνατότητα νὰ κινήσῃ τὰ στρατεύματα καὶ ἐνισχύσῃ τὴν ἀριστερὰν πτέρυγα του μετώπου. Ὁ «Χρόνος» φρονεῖ ὅτι ἡ ἀποβίβασις τῶν Ἰταλῶν εἰς τοὺς Ἁγίους Σαράντα, ἥτις εἶναι μεγάλης στρατηγικῆς σημασίας. Διὰ τῆς ἐνεργείας ταύτης ἐξασφαλίζεται ἡ ἀπ' ἀρχῆς λύσις. xyxy=(608,1206,832,1423)
